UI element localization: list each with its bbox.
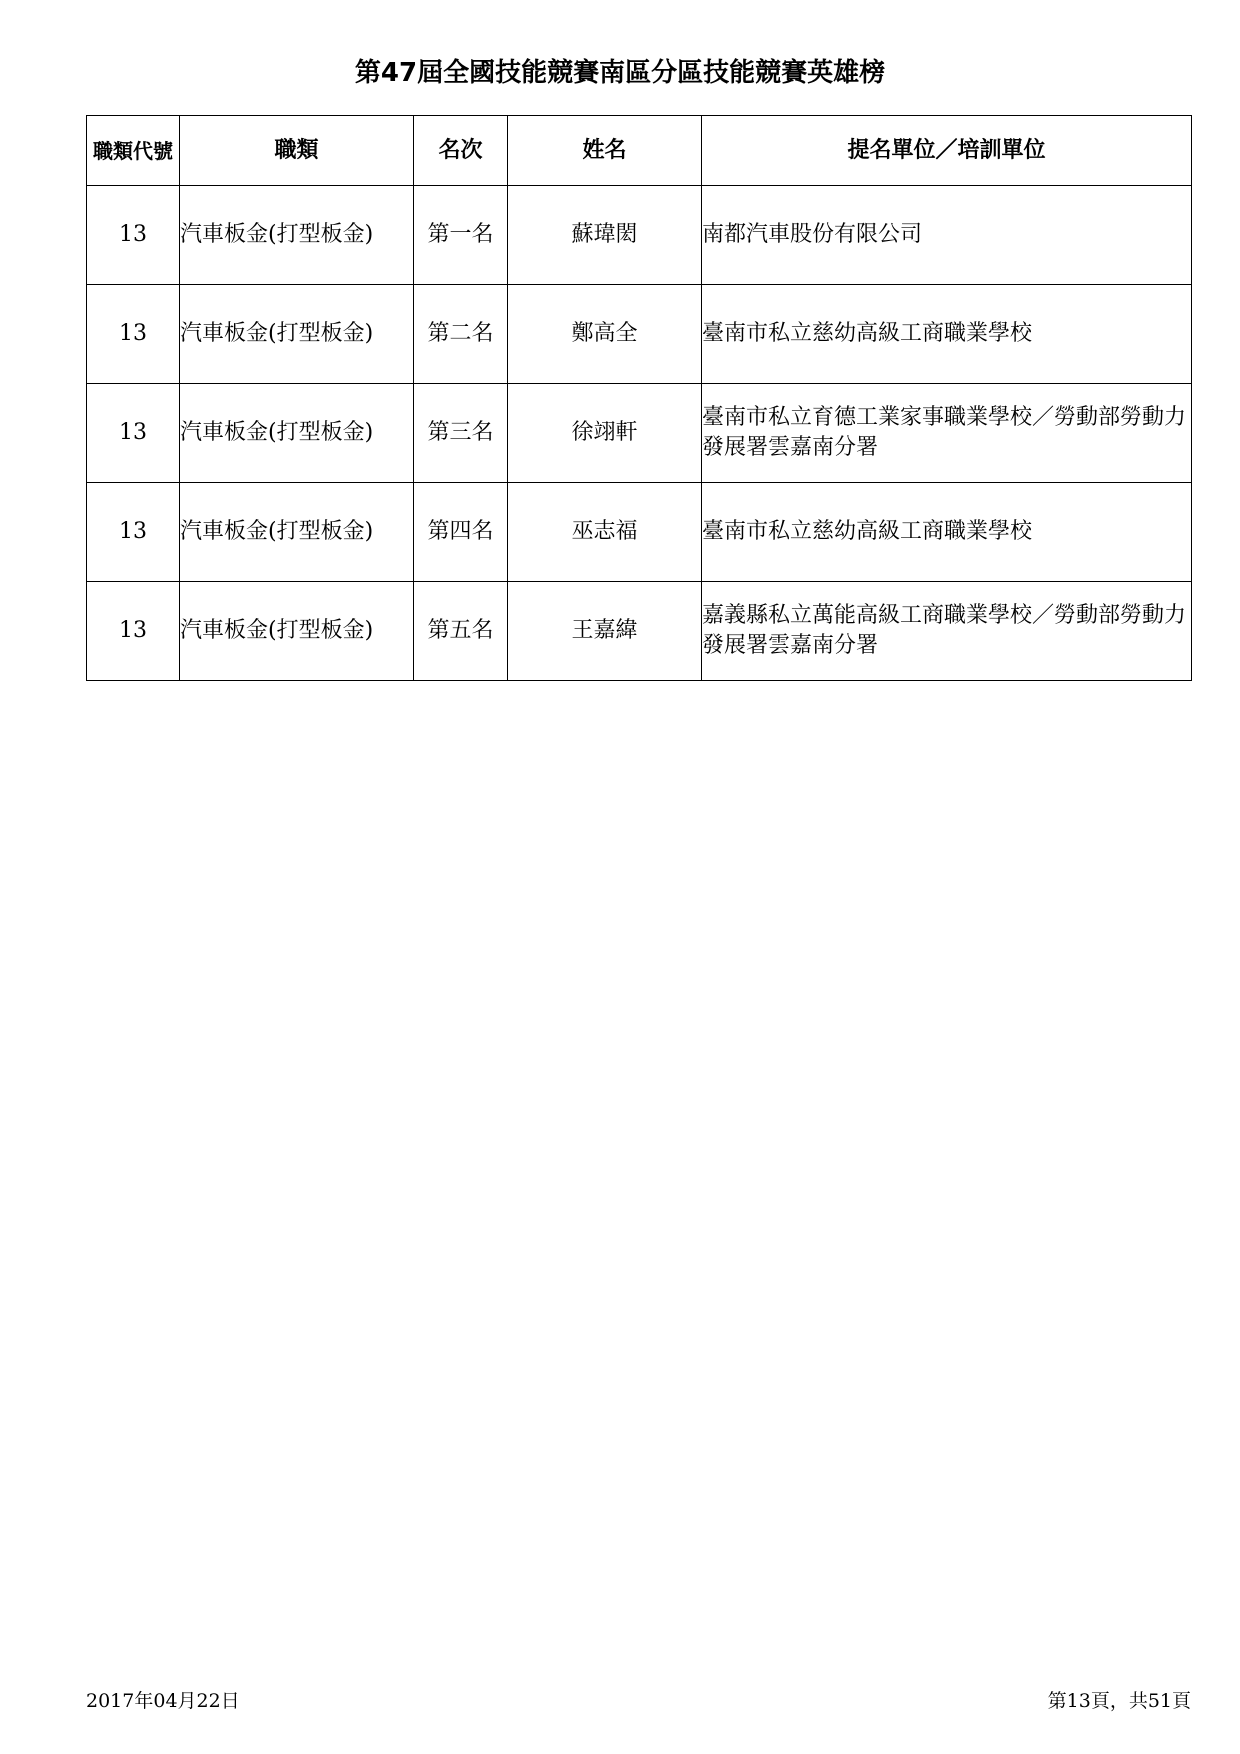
header-unit: 提名單位／培訓單位 bbox=[702, 116, 1192, 186]
table-row bbox=[87, 582, 1192, 681]
table-row bbox=[87, 384, 1192, 483]
cell-category: 汽車板金(打型板金) bbox=[180, 285, 414, 384]
cell-code: 13 bbox=[87, 483, 180, 582]
cell-rank: 第一名 bbox=[414, 186, 508, 285]
cell-name: 王嘉緯 bbox=[508, 582, 702, 681]
cell-code: 13 bbox=[87, 384, 180, 483]
cell-unit: 嘉義縣私立萬能高級工商職業學校／勞動部勞動力發展署雲嘉南分署 bbox=[702, 582, 1192, 681]
cell-name: 巫志福 bbox=[508, 483, 702, 582]
table-row bbox=[87, 483, 1192, 582]
header-rank: 名次 bbox=[414, 116, 508, 186]
cell-name: 鄭高全 bbox=[508, 285, 702, 384]
cell-category: 汽車板金(打型板金) bbox=[180, 186, 414, 285]
cell-category: 汽車板金(打型板金) bbox=[180, 582, 414, 681]
table-header-row bbox=[87, 116, 1192, 186]
cell-code: 13 bbox=[87, 285, 180, 384]
cell-rank: 第五名 bbox=[414, 582, 508, 681]
footer-page-number: 第13頁，共51頁 bbox=[1047, 1690, 1191, 1712]
cell-rank: 第三名 bbox=[414, 384, 508, 483]
table-row bbox=[87, 186, 1192, 285]
table-row bbox=[87, 285, 1192, 384]
cell-unit: 臺南市私立育德工業家事職業學校／勞動部勞動力發展署雲嘉南分署 bbox=[702, 384, 1192, 483]
results-table bbox=[86, 115, 1192, 681]
cell-unit: 臺南市私立慈幼高級工商職業學校 bbox=[702, 483, 1192, 582]
cell-unit: 南都汽車股份有限公司 bbox=[702, 186, 1192, 285]
page-title: 第47屆全國技能競賽南區分區技能競賽英雄榜 bbox=[354, 58, 886, 88]
footer-date: 2017年04月22日 bbox=[86, 1690, 240, 1712]
header-name: 姓名 bbox=[508, 116, 702, 186]
header-category: 職類 bbox=[180, 116, 414, 186]
cell-rank: 第二名 bbox=[414, 285, 508, 384]
cell-unit: 臺南市私立慈幼高級工商職業學校 bbox=[702, 285, 1192, 384]
cell-code: 13 bbox=[87, 186, 180, 285]
header-code: 職類代號 bbox=[87, 116, 180, 186]
cell-rank: 第四名 bbox=[414, 483, 508, 582]
cell-category: 汽車板金(打型板金) bbox=[180, 483, 414, 582]
cell-category: 汽車板金(打型板金) bbox=[180, 384, 414, 483]
cell-code: 13 bbox=[87, 582, 180, 681]
cell-name: 蘇瑋閎 bbox=[508, 186, 702, 285]
cell-name: 徐翊軒 bbox=[508, 384, 702, 483]
